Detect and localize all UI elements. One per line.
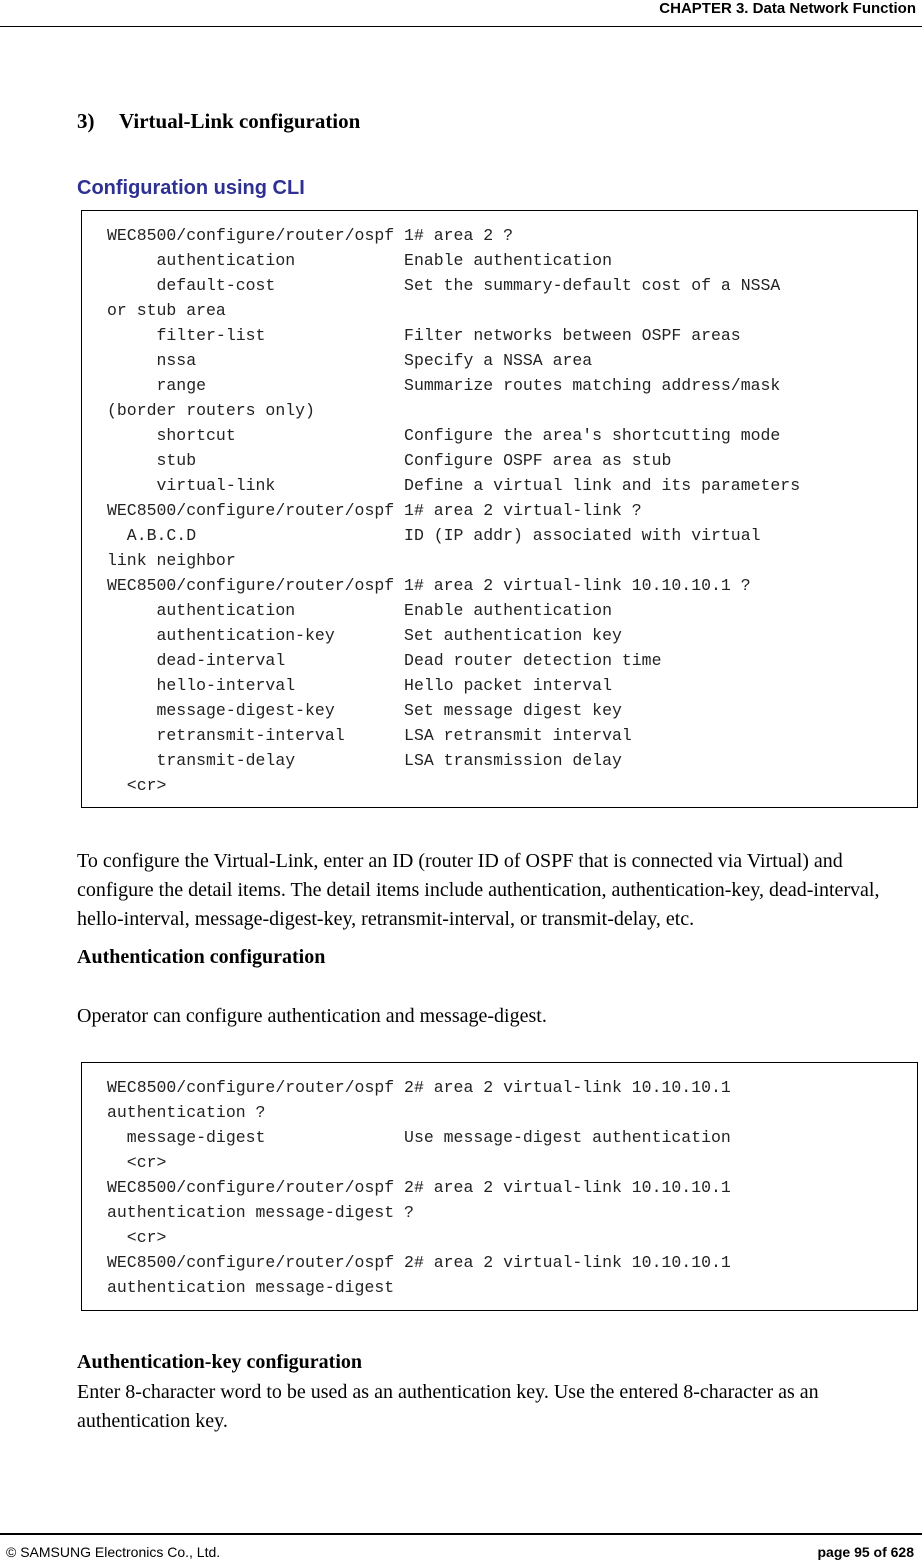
section-heading [77, 107, 360, 135]
chapter-header: CHAPTER 3. Data Network Function [659, 0, 916, 17]
authkey-heading: Authentication-key configuration [77, 1351, 362, 1373]
auth-heading: Authentication configuration [77, 946, 326, 968]
cli-code-text-1: WEC8500/configure/router/ospf 1# area 2 ? authentication Enable authentication default-cost Set the summary-default cost of a NSSA or stub area filter-list Filter networks between OSPF areas nssa Specify a NSSA area range Summarize routes matching address/mask (border routers only) shortcut Configure the area's shortcutting mode stub Configure OSPF area as stub virtual-link Define a virtual link and its parameters WEC8500/configure/router/ospf 1# area 2 virtual-link ? A.B.C.D ID (IP addr) associated with virtual link neighbor WEC8500/configure/router/ospf 1# area 2 virtual-link 10.10.10.1 ? authentication Enable authentication authentication-key Set authentication key dead-interval Dead router detection time hello-interval Hello packet interval message-digest-key Set message digest key retransmit-interval LSA retransmit interval transmit-delay LSA transmission delay <cr> [107, 226, 801, 795]
section-title: Virtual-Link configuration [119, 109, 361, 133]
cli-code-text-2: WEC8500/configure/router/ospf 2# area 2 virtual-link 10.10.10.1 authentication ? message-digest Use message-digest authentication <cr> WEC8500/configure/router/ospf 2# area 2 virtual-link 10.10.10.1 authentication message-digest ? <cr> WEC8500/configure/router/ospf 2# area 2 virtual-link 10.10.10.1 authentication message-digest [107, 1078, 731, 1297]
footer-divider [0, 1533, 922, 1535]
auth-description: Operator can configure authentication and message-digest. [77, 1005, 547, 1027]
cli-heading: Configuration using CLI [77, 177, 305, 199]
authkey-description: Enter 8-character word to be used as an authentication key. Use the entered 8-character as an authentication key. [77, 1381, 819, 1432]
cli-code-block-2 [81, 1062, 918, 1311]
section-number: 3) [77, 109, 95, 133]
footer-copyright: © SAMSUNG Electronics Co., Ltd. [6, 1544, 221, 1560]
header-divider [0, 26, 922, 27]
footer-page-number: page 95 of 628 [817, 1544, 914, 1560]
virtual-link-description: To configure the Virtual-Link, enter an ID (router ID of OSPF that is connected via Virtual) and configure the detail items. The detail items include authentication, authentication-key, dead-interval, hello-interval, message-digest-key, retransmit-interval, or transmit-delay, etc. [77, 850, 880, 930]
cli-code-block-1 [81, 210, 918, 808]
